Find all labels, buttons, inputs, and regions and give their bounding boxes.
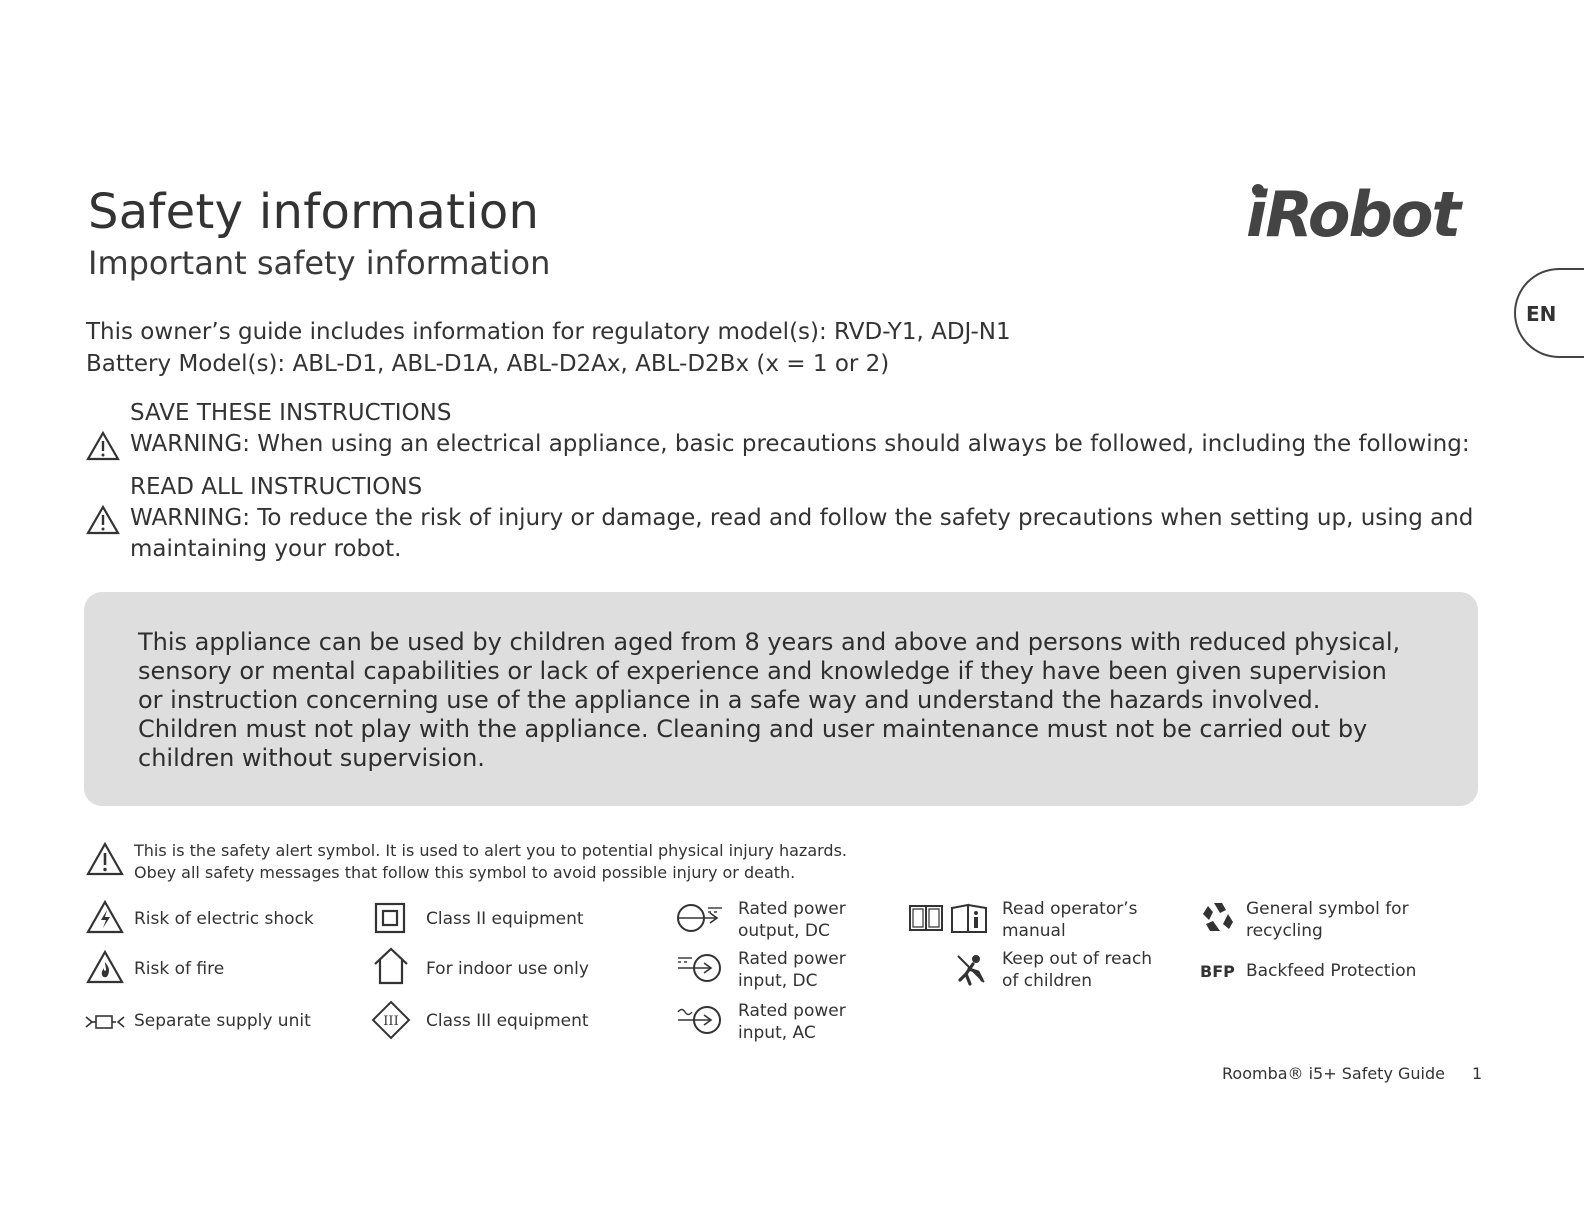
symbol-label-bfp: Backfeed Protection (1246, 961, 1417, 981)
symbol-label-line: Keep out of reach (1002, 949, 1153, 969)
children-notice-box (84, 592, 1478, 806)
symbol-label-line: General symbol for (1246, 899, 1409, 919)
safety-alert-description (134, 840, 847, 884)
symbol-label-line: Rated power (738, 949, 846, 969)
class-iii-icon (371, 1000, 411, 1040)
warning-text: WARNING: When using an electrical appliance, basic precautions should always be followed, including the following: (130, 431, 1470, 457)
fire-icon (86, 950, 124, 984)
notice-line: This appliance can be used by children aged from 8 years and above and persons with reduced physical, (138, 628, 1401, 656)
class-ii-icon (374, 902, 406, 934)
bfp-code: BFP (1200, 962, 1235, 981)
symbol-label-class-ii: Class II equipment (426, 909, 584, 929)
warning-triangle-icon (86, 431, 120, 461)
warning-heading: READ ALL INSTRUCTIONS (130, 474, 423, 500)
warning-triangle-icon (86, 505, 120, 535)
symbol-label-manual (1002, 898, 1138, 942)
symbol-label-electric-shock: Risk of electric shock (134, 909, 314, 929)
symbol-label-class-iii: Class III equipment (426, 1011, 589, 1031)
supply-unit-icon (84, 1014, 126, 1030)
symbol-label-line: of children (1002, 971, 1092, 991)
irobot-logo (1246, 178, 1486, 263)
symbol-label-children (1002, 948, 1152, 992)
warning-heading: SAVE THESE INSTRUCTIONS (130, 400, 452, 426)
warning-triangle-icon (86, 842, 124, 876)
page-number: 1 (1472, 1064, 1483, 1083)
symbol-label-line: Rated power (738, 1001, 846, 1021)
symbol-label-output-dc (738, 898, 846, 942)
symbol-label-line: input, DC (738, 971, 818, 991)
footer-guide-title: Roomba® i5+ Safety Guide (1222, 1064, 1445, 1083)
symbol-label-line: output, DC (738, 921, 830, 941)
notice-line: or instruction concerning use of the appliance in a safe way and understand the hazards involved. (138, 686, 1321, 714)
symbol-label-line: manual (1002, 921, 1066, 941)
symbol-label-input-ac (738, 1000, 846, 1044)
language-tab[interactable] (1514, 268, 1584, 358)
irobot-logo-mark (1246, 178, 1486, 248)
svg-text:III: III (383, 1014, 399, 1029)
warning-text: WARNING: To reduce the risk of injury or damage, read and follow the safety precautions when setting up, using and maintaining your robot. (130, 505, 1474, 562)
logo-text: iRobot (1246, 178, 1460, 248)
symbol-label-line: recycling (1246, 921, 1323, 941)
symbol-label-indoor: For indoor use only (426, 959, 589, 979)
language-tab-label: EN (1526, 302, 1557, 326)
recycle-icon (1200, 900, 1236, 934)
keep-from-children-icon (954, 952, 988, 986)
symbol-label-fire: Risk of fire (134, 959, 225, 979)
symbol-label-recycling (1246, 898, 1409, 942)
model-info (86, 316, 1011, 380)
power-output-dc-icon (676, 902, 724, 934)
notice-line: sensory or mental capabilities or lack of experience and knowledge if they have been given supervision (138, 657, 1387, 685)
power-input-dc-icon (676, 952, 724, 984)
house-icon (372, 946, 410, 986)
symbol-label-line: input, AC (738, 1023, 816, 1043)
warning-block-save (86, 398, 1486, 460)
symbol-label-input-dc (738, 948, 846, 992)
page-title: Safety information (88, 184, 540, 240)
electric-shock-icon (86, 900, 124, 934)
notice-line: children without supervision. (138, 744, 485, 772)
manual-icon (908, 902, 990, 934)
alert-line: Obey all safety messages that follow this symbol to avoid possible injury or death. (134, 863, 796, 882)
symbol-label-line: Rated power (738, 899, 846, 919)
page-subtitle: Important safety information (88, 244, 551, 282)
symbol-label-supply-unit: Separate supply unit (134, 1011, 311, 1031)
regulatory-models: This owner’s guide includes information for regulatory model(s): RVD-Y1, ADJ-N1 (86, 319, 1011, 345)
symbol-label-line: Read operator’s (1002, 899, 1138, 919)
power-input-ac-icon (676, 1004, 724, 1036)
battery-models: Battery Model(s): ABL-D1, ABL-D1A, ABL-D2Ax, ABL-D2Bx (x = 1 or 2) (86, 351, 890, 377)
notice-line: Children must not play with the appliance. Cleaning and user maintenance must not be carried out by (138, 715, 1368, 743)
children-notice-text (138, 628, 1458, 773)
warning-block-read (86, 472, 1486, 565)
alert-line: This is the safety alert symbol. It is used to alert you to potential physical injury hazards. (134, 841, 848, 860)
